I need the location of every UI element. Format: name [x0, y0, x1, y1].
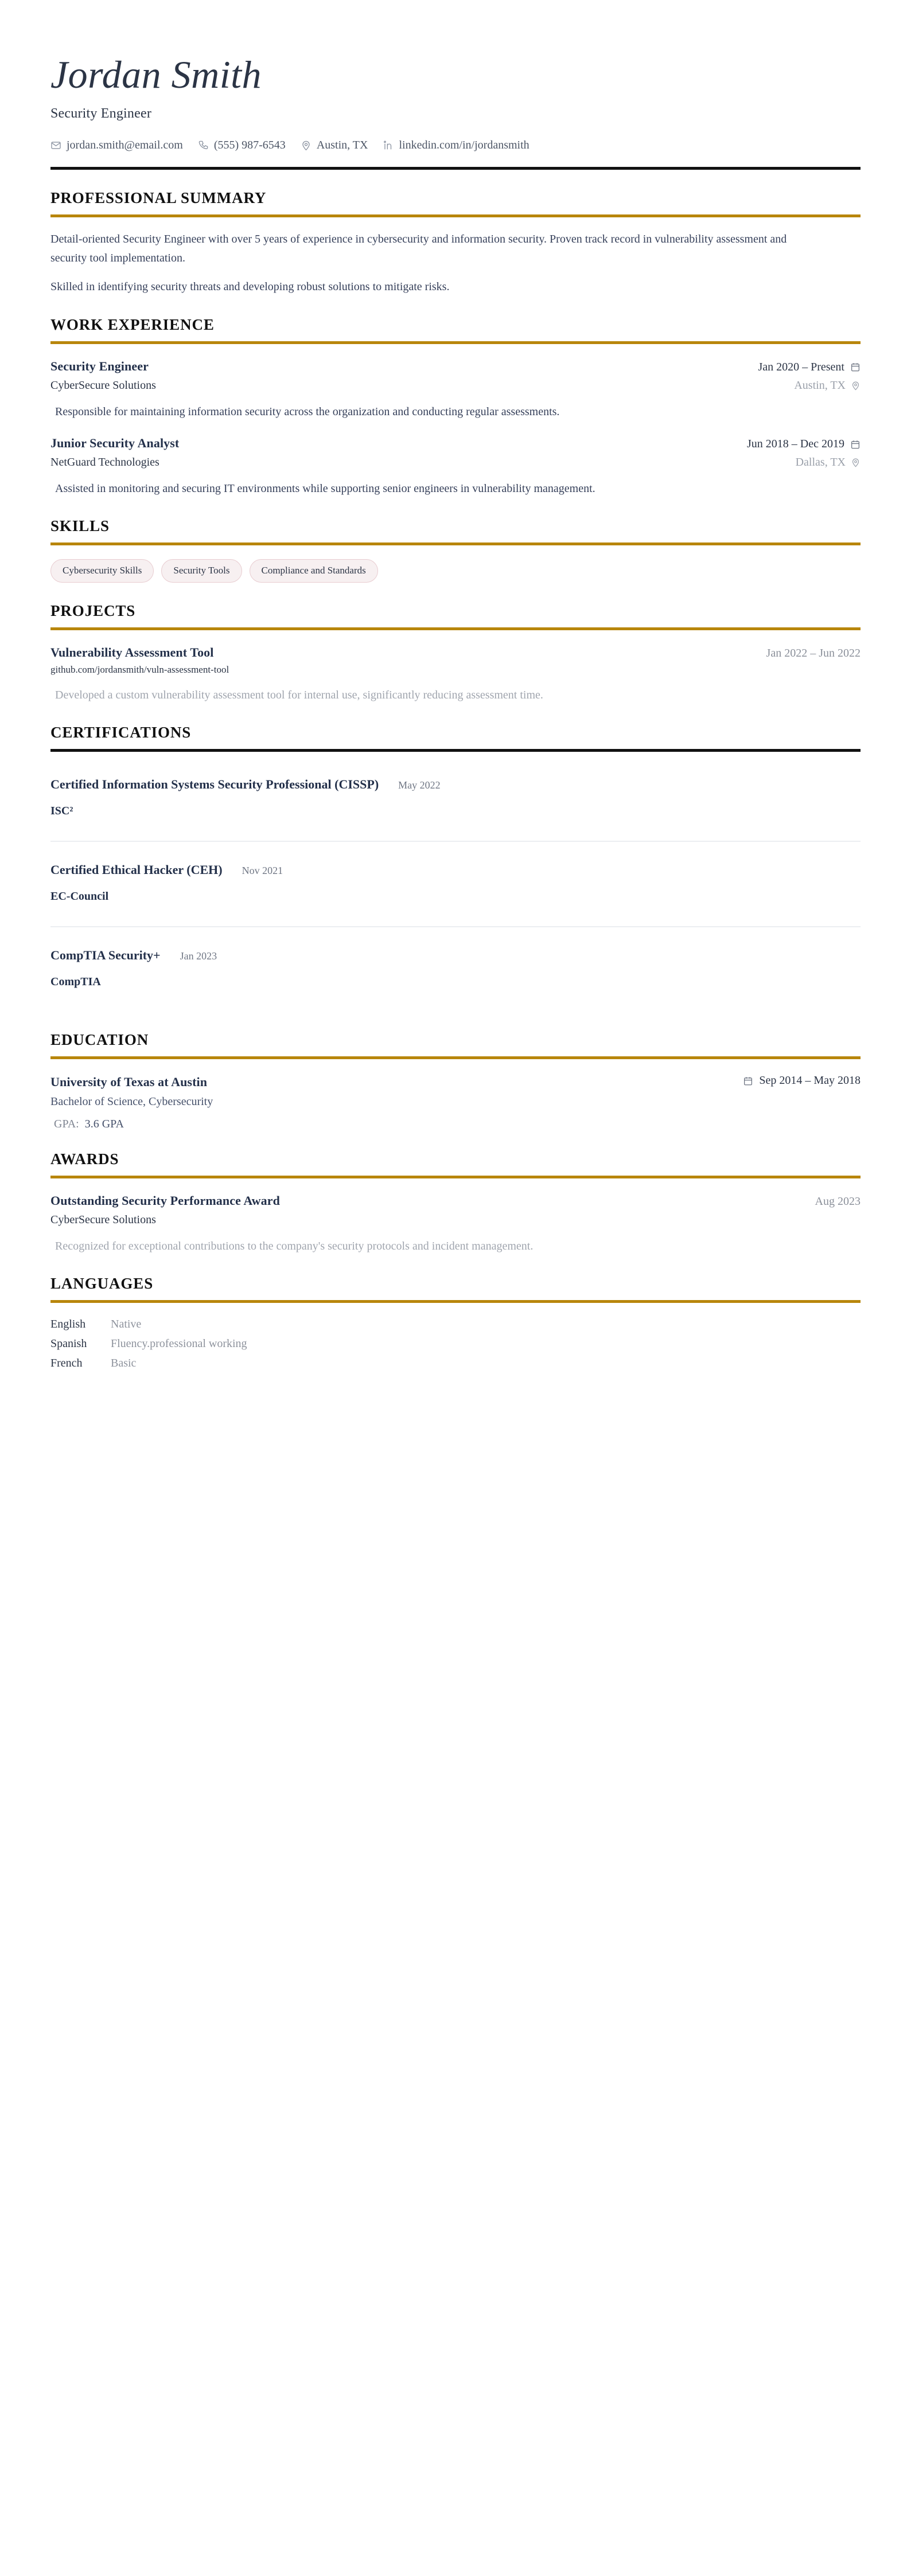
- section-projects: [50, 583, 861, 704]
- work-location-text: Austin, TX: [794, 378, 846, 392]
- candidate-job-title: Security Engineer: [50, 106, 152, 122]
- section-title-awards: AWARDS: [50, 1150, 119, 1168]
- section-awards: [50, 1131, 861, 1255]
- education-date-text: Sep 2014 – May 2018: [759, 1074, 861, 1087]
- work-entry: [50, 421, 861, 498]
- work-entry-sub: [50, 379, 861, 392]
- section-title-education: EDUCATION: [50, 1031, 149, 1049]
- work-date-range: [758, 361, 861, 374]
- work-location: [796, 456, 861, 469]
- contact-location[interactable]: [301, 139, 368, 152]
- phone-icon: [198, 140, 209, 151]
- education-gpa: [50, 1118, 861, 1131]
- award-entry-top: [50, 1193, 861, 1208]
- certification-top: [50, 862, 861, 877]
- certification-item: [50, 927, 861, 1012]
- section-education: [50, 1012, 861, 1131]
- contact-row: [50, 139, 861, 152]
- work-entry-sub: [50, 456, 861, 469]
- education-gpa-value: 3.6 GPA: [84, 1117, 124, 1130]
- location-icon: [851, 458, 861, 467]
- language-name: Spanish: [50, 1337, 87, 1351]
- certification-date: Jan 2023: [180, 950, 217, 962]
- location-icon: [851, 381, 861, 391]
- section-work-experience: [50, 296, 861, 498]
- skill-pill[interactable]: Compliance and Standards: [250, 559, 378, 582]
- contact-phone[interactable]: [198, 139, 286, 152]
- work-entry-top: [50, 359, 861, 374]
- calendar-icon: [850, 362, 861, 372]
- work-entry: [50, 344, 861, 421]
- education-gpa-label: GPA:: [54, 1117, 79, 1130]
- language-name: English: [50, 1318, 86, 1331]
- certification-name: CompTIA Security+: [50, 948, 161, 963]
- location-icon: [301, 140, 312, 151]
- work-date-text: Jun 2018 – Dec 2019: [747, 438, 844, 450]
- award-organization: CyberSecure Solutions: [50, 1213, 156, 1226]
- section-skills: [50, 498, 861, 582]
- skill-pill[interactable]: Cybersecurity Skills: [50, 559, 154, 582]
- project-title: Vulnerability Assessment Tool: [50, 645, 214, 659]
- certification-name: Certified Ethical Hacker (CEH): [50, 862, 223, 877]
- certification-date: Nov 2021: [242, 865, 283, 877]
- language-level: Native: [111, 1318, 142, 1331]
- work-location: [794, 379, 861, 392]
- certification-top: [50, 777, 861, 792]
- email-icon: [50, 140, 61, 151]
- award-description: Recognized for exceptional contributions to the company's security protocols and incident management.: [55, 1239, 534, 1252]
- contact-email-text: jordan.smith@email.com: [67, 139, 183, 152]
- certification-issuer: ISC²: [50, 805, 73, 818]
- project-description: Developed a custom vulnerability assessment tool for internal use, significantly reducing assessment time.: [55, 688, 543, 701]
- work-company: NetGuard Technologies: [50, 456, 159, 469]
- summary-paragraph: Skilled in identifying security threats and developing robust solutions to mitigate risks.: [50, 280, 450, 294]
- award-title: Outstanding Security Performance Award: [50, 1193, 280, 1208]
- work-job-title: Security Engineer: [50, 358, 149, 373]
- skill-pill[interactable]: Security Tools: [161, 559, 242, 582]
- certification-top: [50, 948, 861, 963]
- section-certifications: [50, 704, 861, 1012]
- certification-item: [50, 842, 861, 927]
- language-row: [50, 1357, 861, 1370]
- certification-issuer: EC-Council: [50, 890, 109, 903]
- section-title-languages: LANGUAGES: [50, 1275, 154, 1293]
- work-job-title: Junior Security Analyst: [50, 436, 180, 450]
- project-entry-top: [50, 645, 861, 660]
- section-title-skills: SKILLS: [50, 517, 110, 535]
- section-title-work: WORK EXPERIENCE: [50, 315, 215, 333]
- language-row: [50, 1318, 861, 1331]
- project-link[interactable]: github.com/jordansmith/vuln-assessment-tool: [50, 663, 229, 675]
- award-date: Aug 2023: [815, 1195, 861, 1208]
- work-date-range: [747, 438, 861, 451]
- section-title-summary: PROFESSIONAL SUMMARY: [50, 189, 267, 207]
- calendar-icon: [850, 439, 861, 450]
- page-bottom-space: [50, 1376, 861, 1480]
- contact-phone-text: (555) 987-6543: [213, 139, 286, 152]
- education-date-range: [743, 1074, 861, 1087]
- contact-location-text: Austin, TX: [316, 139, 368, 152]
- language-level: Fluency.professional working: [111, 1337, 247, 1351]
- work-location-text: Dallas, TX: [795, 456, 846, 469]
- certification-list: [50, 752, 861, 1012]
- work-date-text: Jan 2020 – Present: [758, 360, 844, 373]
- education-degree: Bachelor of Science, Cybersecurity: [50, 1095, 213, 1108]
- language-list: [50, 1303, 861, 1370]
- certification-issuer: CompTIA: [50, 975, 101, 989]
- contact-linkedin-text: linkedin.com/in/jordansmith: [399, 139, 530, 152]
- award-entry: [50, 1178, 861, 1255]
- section-title-certifications: CERTIFICATIONS: [50, 724, 192, 741]
- work-entry-top: [50, 436, 861, 451]
- certification-name: Certified Information Systems Security Professional (CISSP): [50, 777, 379, 792]
- calendar-icon: [743, 1076, 753, 1086]
- work-description: Responsible for maintaining information security across the organization and conducting regular assessments.: [55, 405, 560, 418]
- certification-date: May 2022: [398, 779, 441, 791]
- linkedin-icon: [383, 140, 394, 151]
- skills-pill-row: [50, 545, 861, 582]
- work-company: CyberSecure Solutions: [50, 378, 156, 392]
- work-description: Assisted in monitoring and securing IT environments while supporting senior engineers in vulnerability management.: [55, 482, 595, 495]
- project-date-range: Jan 2022 – Jun 2022: [766, 646, 861, 659]
- resume-header: [50, 41, 861, 170]
- certification-item: [50, 756, 861, 842]
- section-professional-summary: [50, 170, 861, 296]
- language-name: French: [50, 1357, 83, 1370]
- section-title-projects: PROJECTS: [50, 602, 136, 619]
- contact-email[interactable]: [50, 139, 183, 152]
- candidate-name: Jordan Smith: [50, 53, 262, 96]
- summary-body: [50, 217, 861, 296]
- education-school: University of Texas at Austin: [50, 1074, 208, 1089]
- language-row: [50, 1337, 861, 1351]
- section-languages: [50, 1255, 861, 1370]
- summary-paragraph: Detail-oriented Security Engineer with over 5 years of experience in cybersecurity and information security. Proven track record in vulnerability assessment and security tool implementation.: [50, 233, 787, 264]
- education-entry-top: [50, 1074, 861, 1090]
- project-entry: [50, 630, 861, 704]
- language-level: Basic: [111, 1357, 137, 1370]
- contact-linkedin[interactable]: [383, 139, 529, 152]
- award-entry-sub: [50, 1213, 861, 1227]
- education-entry: [50, 1059, 861, 1131]
